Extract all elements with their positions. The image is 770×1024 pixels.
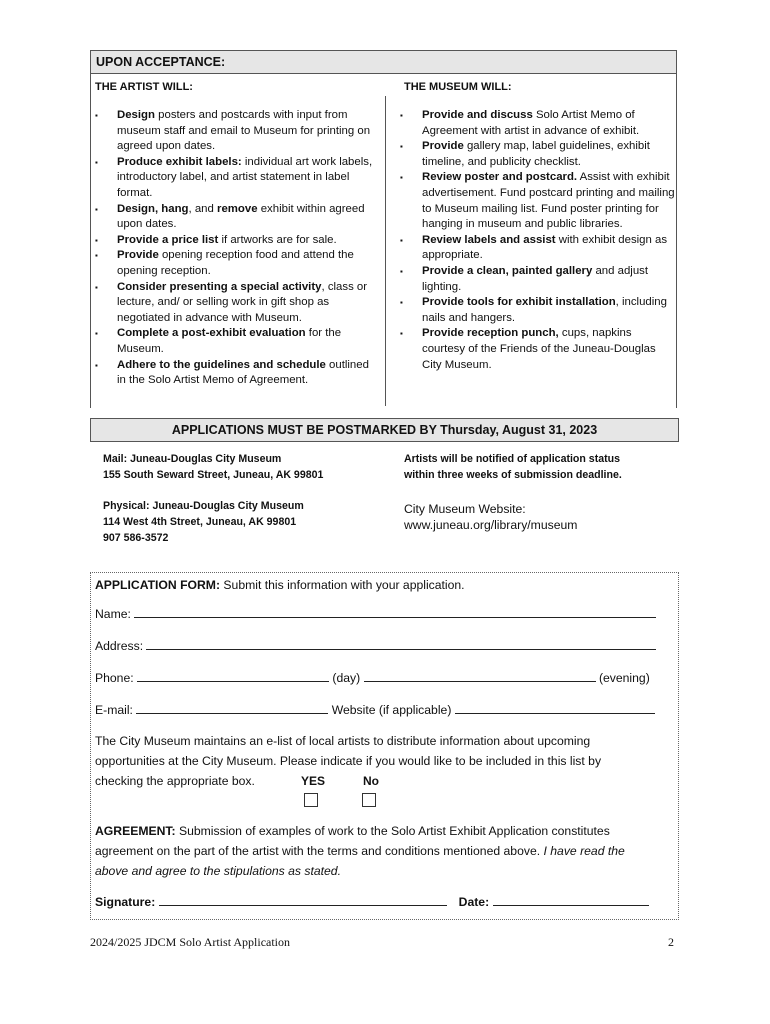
postmark-deadline-banner: APPLICATIONS MUST BE POSTMARKED BY Thursday, August 31, 2023 xyxy=(90,418,679,442)
signature-date-field[interactable]: Signature: Date: xyxy=(95,892,649,912)
address-field[interactable]: Address: xyxy=(95,636,656,656)
list-item: ▪ Design posters and postcards with input from museum staff and email to Museum for printing on agreed upon dates. xyxy=(95,108,377,155)
yes-checkbox[interactable] xyxy=(304,793,318,807)
notification-note: Artists will be notified of application status within three weeks of submission deadline. xyxy=(404,453,622,481)
elist-text-1: The City Museum maintains an e-list of local artists to distribute information about upcoming xyxy=(95,734,591,748)
list-item: ▪ Review poster and postcard. Assist with exhibit advertisement. Fund postcard printing and mailing to Museum mailing list. Fund poster printing for hanging in museum and public libraries. xyxy=(400,170,676,232)
date-line[interactable] xyxy=(493,892,649,906)
list-item: ▪ Consider presenting a special activity, class or lecture, and/ or selling work in gift shop as negotiated in advance with Museum. xyxy=(95,280,377,327)
list-item: ▪ Provide reception punch, cups, napkins courtesy of the Friends of the Juneau-Douglas City Museum. xyxy=(400,326,676,373)
evening-phone-line[interactable] xyxy=(364,668,596,682)
list-item: ▪ Design, hang, and remove exhibit within agreed upon dates. xyxy=(95,202,377,233)
day-phone-line[interactable] xyxy=(137,668,329,682)
yes-label: YES xyxy=(301,774,326,788)
list-item: ▪ Review labels and assist with exhibit design as appropriate. xyxy=(400,233,676,264)
email-line[interactable] xyxy=(136,700,328,714)
agreement-text-3: above and agree to the stipulations as stated. xyxy=(95,864,341,878)
physical-address: Physical: Juneau-Douglas City Museum 114 West 4th Street, Juneau, AK 99801 907 586-3572 xyxy=(103,500,304,544)
agreement-text-2: agreement on the part of the artist with the terms and conditions mentioned above. I have read the xyxy=(95,844,625,858)
museum-responsibilities-list xyxy=(400,108,676,373)
list-item: ▪ Provide a clean, painted gallery and adjust lighting. xyxy=(400,264,676,295)
list-item: ▪ Adhere to the guidelines and schedule outlined in the Solo Artist Memo of Agreement. xyxy=(95,358,377,389)
artist-column-heading: THE ARTIST WILL: xyxy=(95,81,193,93)
no-label: No xyxy=(363,774,379,788)
list-item: ▪ Complete a post-exhibit evaluation for the Museum. xyxy=(95,326,377,357)
list-item: ▪ Provide opening reception food and attend the opening reception. xyxy=(95,248,377,279)
email-website-field[interactable]: E-mail: Website (if applicable) xyxy=(95,700,655,720)
elist-text-3: checking the appropriate box. xyxy=(95,774,255,788)
name-line[interactable] xyxy=(134,604,656,618)
page-number: 2 xyxy=(668,935,674,949)
museum-column-heading: THE MUSEUM WILL: xyxy=(404,81,512,93)
list-item: ▪ Provide gallery map, label guidelines, exhibit timeline, and publicity checklist. xyxy=(400,139,676,170)
list-item: ▪ Provide tools for exhibit installation, including nails and hangers. xyxy=(400,295,676,326)
acceptance-right-border xyxy=(676,74,677,408)
website-line[interactable] xyxy=(455,700,655,714)
elist-text-2: opportunities at the City Museum. Please indicate if you would like to be included in this list by xyxy=(95,754,602,768)
acceptance-left-border xyxy=(90,74,91,408)
list-item: ▪ Produce exhibit labels: individual art work labels, introductory label, and artist statement in label format. xyxy=(95,155,377,202)
phone-field[interactable]: Phone: (day) (evening) xyxy=(95,668,650,688)
column-divider xyxy=(385,96,386,406)
name-field[interactable]: Name: xyxy=(95,604,656,624)
artist-responsibilities-list xyxy=(95,108,377,389)
agreement-text-1: AGREEMENT: Submission of examples of work to the Solo Artist Exhibit Application constitutes xyxy=(95,824,610,838)
no-checkbox[interactable] xyxy=(362,793,376,807)
address-line[interactable] xyxy=(146,636,656,650)
acceptance-header: UPON ACCEPTANCE: xyxy=(90,50,677,74)
mailing-address: Mail: Juneau-Douglas City Museum 155 South Seward Street, Juneau, AK 99801 xyxy=(103,453,324,481)
museum-website: City Museum Website: www.juneau.org/library/museum xyxy=(404,502,578,532)
list-item: ▪ Provide a price list if artworks are for sale. xyxy=(95,233,377,249)
form-title: APPLICATION FORM: Submit this information with your application. xyxy=(95,578,465,592)
footer-title: 2024/2025 JDCM Solo Artist Application xyxy=(90,935,291,949)
list-item: ▪ Provide and discuss Solo Artist Memo of Agreement with artist in advance of exhibit. xyxy=(400,108,676,139)
signature-line[interactable] xyxy=(159,892,447,906)
